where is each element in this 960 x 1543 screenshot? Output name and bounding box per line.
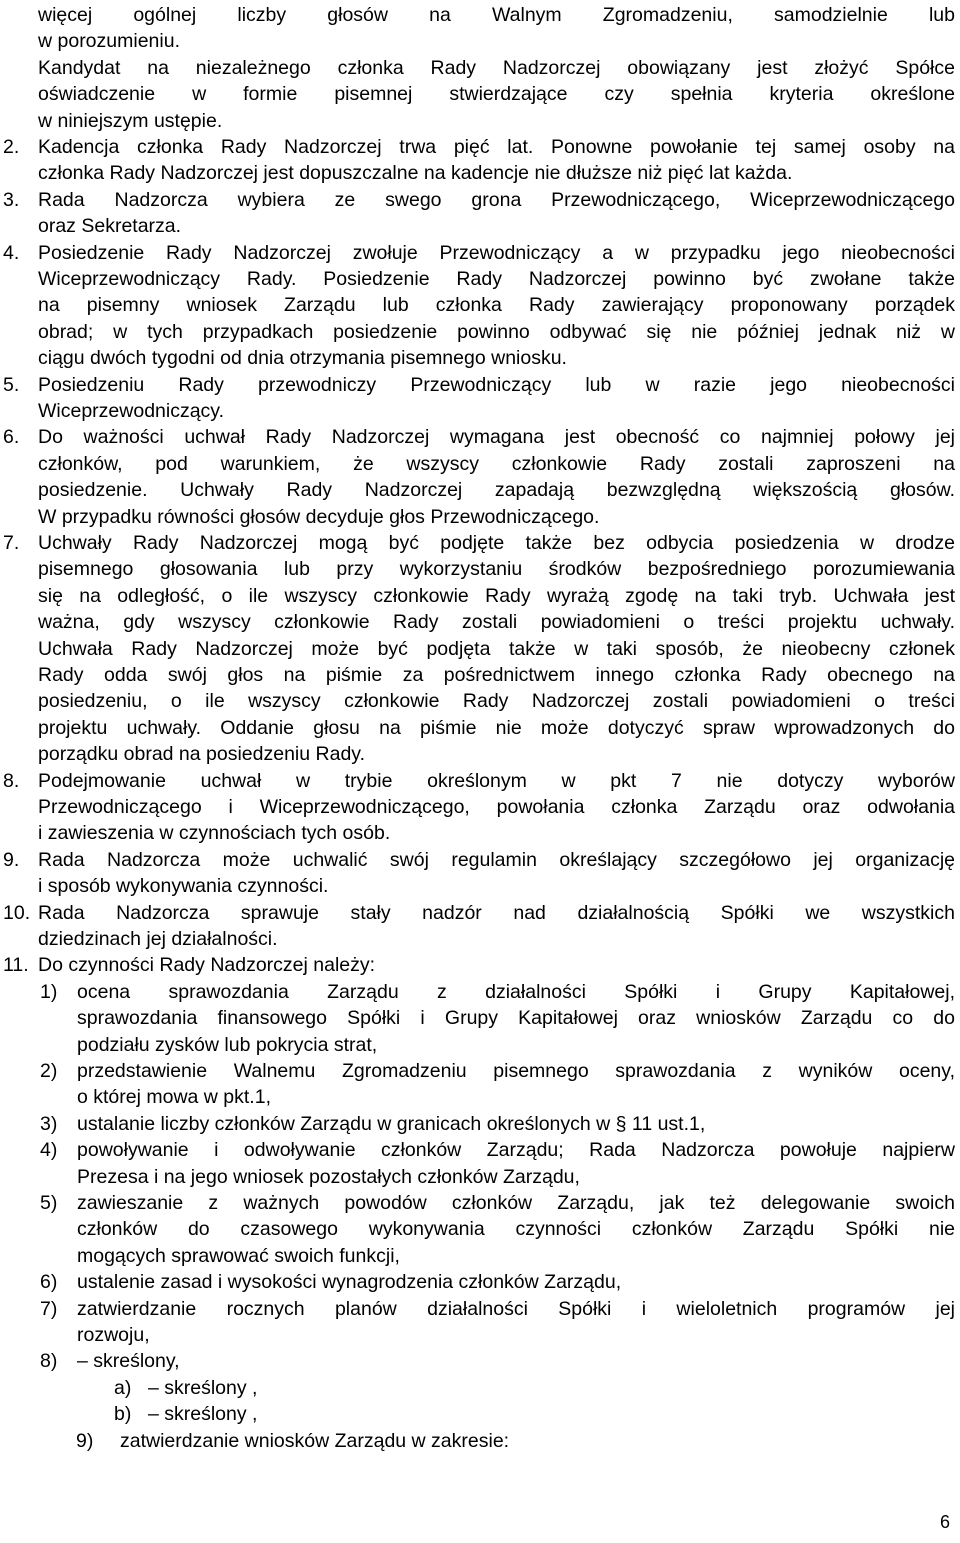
item-number: 4. <box>3 241 20 264</box>
item-line: pisemnego głosowania lub przy wykorzystaniu środków bezpośredniego porozumiewania <box>38 558 955 581</box>
item-line: Posiedzenie Rady Nadzorczej zwołuje Przewodniczący a w przypadku jego nieobecności <box>38 241 955 264</box>
item-line: Podejmowanie uchwał w trybie określonym w pkt 7 nie dotyczy wyborów <box>38 769 955 792</box>
subsubitem-number: b) <box>114 1403 132 1426</box>
page-number: 6 <box>940 1512 951 1532</box>
paragraph-line: w niniejszym ustępie. <box>38 109 223 132</box>
subitem-line: podziału zysków lub pokrycia strat, <box>77 1033 378 1056</box>
paragraph-line: więcej ogólnej liczby głosów na Walnym Zgromadzeniu, samodzielnie lub <box>38 4 955 26</box>
item-line: Rady odda swój głos na piśmie za pośrednictwem innego członka Rady obecnego na <box>38 664 955 686</box>
subitem-number: 2) <box>40 1060 58 1082</box>
item-line: na pisemny wniosek Zarządu lub członka Rady zawierający proponowany porządek <box>38 294 955 317</box>
item-line: W przypadku równości głosów decyduje głos Przewodniczącego. <box>38 505 600 528</box>
subitem-line: powoływanie i odwoływanie członków Zarządu; Rada Nadzorcza powołuje najpierw <box>77 1139 955 1162</box>
subitem-line: Prezesa i na jego wniosek pozostałych członków Zarządu, <box>77 1165 580 1188</box>
subitem-number: 3) <box>40 1112 58 1135</box>
item-line: dziedzinach jej działalności. <box>38 928 278 950</box>
subsubitem-line: – skreślony , <box>148 1376 258 1399</box>
subitem-line: sprawozdania finansowego Spółki i Grupy Kapitałowej oraz wniosków Zarządu co do <box>77 1007 955 1030</box>
item-line: Uchwała Rady Nadzorczej może być podjęta także w taki sposób, że nieobecny członek <box>38 637 955 660</box>
subitem-number: 4) <box>40 1139 58 1162</box>
subitem-line: zatwierdzanie rocznych planów działalności Spółki i wieloletnich programów jej <box>77 1297 955 1320</box>
subitem-line: rozwoju, <box>77 1324 150 1346</box>
item-line: Kadencja członka Rady Nadzorczej trwa pięć lat. Ponowne powołanie tej samej osoby na <box>38 136 955 158</box>
item-number: 9. <box>3 848 20 871</box>
item-number: 3. <box>3 188 20 211</box>
item-line: ważna, gdy wszyscy członkowie Rady zostali powiadomieni o treści projektu uchwały. <box>38 611 955 634</box>
item-line: i sposób wykonywania czynności. <box>38 875 329 898</box>
item-line: posiedzeniu, o ile wszyscy członkowie Rady Nadzorczej zostali powiadomieni o treści <box>38 690 955 713</box>
subitem-line: ocena sprawozdania Zarządu z działalności Spółki i Grupy Kapitałowej, <box>77 980 955 1003</box>
item-line: Rada Nadzorcza może uchwalić swój regulamin określający szczegółowo jej organizację <box>38 848 955 871</box>
subitem-line: członków do czasowego wykonywania czynności członków Zarządu Spółki nie <box>77 1218 955 1241</box>
item-number: 11. <box>3 954 29 977</box>
item-line: projektu uchwały. Oddanie głosu na piśmie nie może dotyczyć spraw wprowadzonych do <box>38 716 955 739</box>
subitem-number: 7) <box>40 1297 58 1320</box>
subsubitem-line: – skreślony , <box>148 1403 258 1426</box>
item-line: Do czynności Rady Nadzorczej należy: <box>38 954 376 977</box>
item-number: 7. <box>3 532 20 554</box>
item-line: Rada Nadzorcza sprawuje stały nadzór nad działalnością Spółki we wszystkich <box>38 901 955 924</box>
item-number: 6. <box>3 426 20 449</box>
subitem-line: zawieszanie z ważnych powodów członków Zarządu, jak też delegowanie swoich <box>77 1192 955 1214</box>
subitem-line: przedstawienie Walnemu Zgromadzeniu pisemnego sprawozdania z wyników oceny, <box>77 1060 955 1082</box>
paragraph-line: oświadczenie w formie pisemnej stwierdzające czy spełnia kryteria określone <box>38 83 955 106</box>
item-line: Wiceprzewodniczący. <box>38 400 225 422</box>
item-line: porządku obrad na posiedzeniu Rady. <box>38 743 366 766</box>
item-line: Uchwały Rady Nadzorczej mogą być podjęte także bez odbycia posiedzenia w drodze <box>38 532 955 554</box>
item-line: posiedzenie. Uchwały Rady Nadzorczej zapadają bezwzględną większością głosów. <box>38 479 955 502</box>
item-number: 10. <box>3 901 31 924</box>
subitem-line: o której mowa w pkt.1, <box>77 1086 271 1109</box>
item-line: Rada Nadzorcza wybiera ze swego grona Przewodniczącego, Wiceprzewodniczącego <box>38 188 955 211</box>
subitem-number: 8) <box>40 1350 58 1373</box>
paragraph-line: Kandydat na niezależnego członka Rady Nadzorczej obowiązany jest złożyć Spółce <box>38 56 955 79</box>
item-line: Posiedzeniu Rady przewodniczy Przewodniczący lub w razie jego nieobecności <box>38 373 955 396</box>
subitem-line: – skreślony, <box>77 1350 180 1373</box>
paragraph-line: w porozumieniu. <box>38 30 180 53</box>
item-line: się na odległość, o ile wszyscy członkowie Rady wyrażą zgodę na taki tryb. Uchwała jest <box>38 584 955 607</box>
item-number: 8. <box>3 769 20 792</box>
subitem-number: 5) <box>40 1192 58 1214</box>
item-line: Do ważności uchwał Rady Nadzorczej wymagana jest obecność co najmniej połowy jej <box>38 426 955 449</box>
subitem-number: 1) <box>40 980 58 1003</box>
item-line: Przewodniczącego i Wiceprzewodniczącego, powołania członka Zarządu oraz odwołania <box>38 796 955 818</box>
subitem-line: ustalanie liczby członków Zarządu w granicach określonych w § 11 ust.1, <box>77 1112 706 1135</box>
subitem-line: mogących sprawować swoich funkcji, <box>77 1244 400 1267</box>
subsubitem-number: a) <box>114 1376 132 1399</box>
item-line: i zawieszenia w czynnościach tych osób. <box>38 822 391 845</box>
subitem-line: ustalenie zasad i wysokości wynagrodzenia członków Zarządu, <box>77 1271 622 1294</box>
subitem-number: 9) <box>76 1429 94 1452</box>
item-line: Wiceprzewodniczący Rady. Posiedzenie Rady Nadzorczej powinno być zwołane także <box>38 268 955 290</box>
item-number: 2. <box>3 136 20 158</box>
subitem-line: zatwierdzanie wniosków Zarządu w zakresie: <box>120 1429 510 1452</box>
item-line: członków, pod warunkiem, że wszyscy członkowie Rady zostali zaproszeni na <box>38 452 955 475</box>
item-line: członka Rady Nadzorczej jest dopuszczalne na kadencje nie dłuższe niż pięć lat każda. <box>38 162 793 185</box>
subitem-number: 6) <box>40 1271 58 1294</box>
item-line: obrad; w tych przypadkach posiedzenie powinno odbywać się nie później jednak niż w <box>38 320 955 343</box>
item-line: ciągu dwóch tygodni od dnia otrzymania pisemnego wniosku. <box>38 347 567 370</box>
item-number: 5. <box>3 373 20 396</box>
item-line: oraz Sekretarza. <box>38 215 182 238</box>
